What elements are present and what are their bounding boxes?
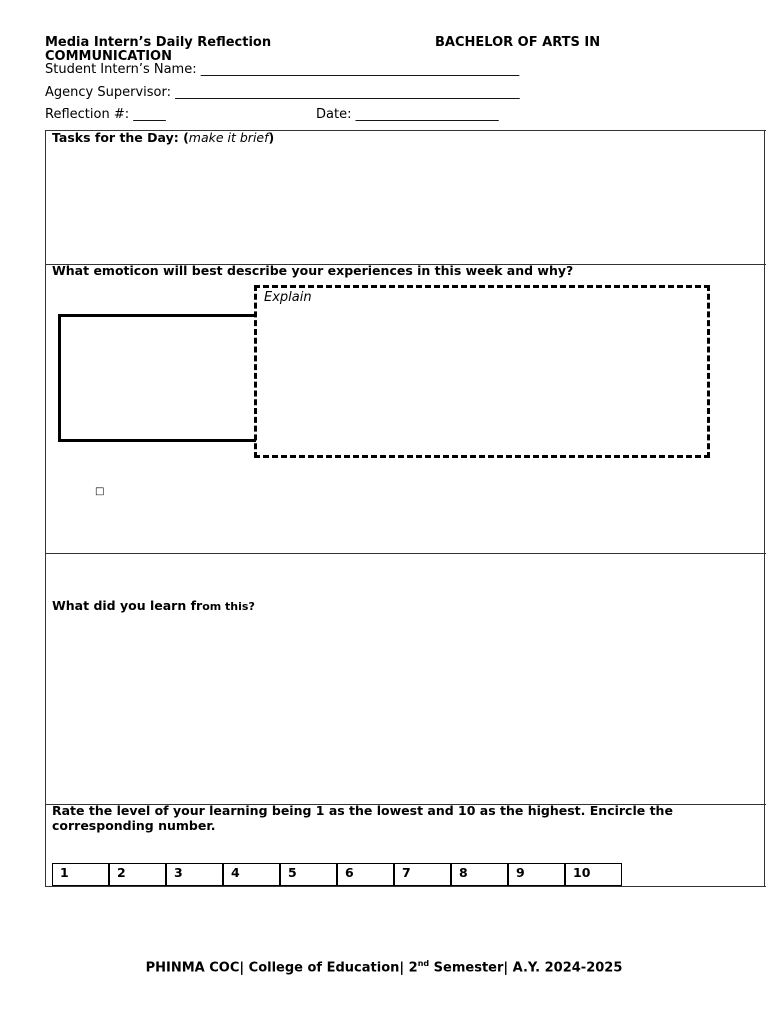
emoticon-box[interactable] [58,314,256,442]
divider-emoticon [45,553,766,554]
rating-option-5[interactable]: 5 [280,863,337,886]
program-title-continued: COMMUNICATION [45,49,172,64]
explain-box[interactable] [254,285,710,458]
emoticon-question: What emoticon will best describe your experiences in this week and why? [52,263,574,278]
rating-option-1[interactable]: 1 [52,863,109,886]
rating-instruction: Rate the level of your learning being 1 as the lowest and 10 as the highest. Encircle the corresponding number. [52,803,673,833]
agency-supervisor-field[interactable]: Agency Supervisor: _____________________________________________________ [45,85,520,100]
reflection-number-field[interactable]: Reflection #: _____ [45,107,166,122]
learn-question: What did you learn from this? [52,598,255,613]
student-name-field[interactable]: Student Intern’s Name: _________________________________________________ [45,62,520,77]
rating-option-9[interactable]: 9 [508,863,565,886]
tasks-answer-area[interactable] [50,148,760,260]
footer: PHINMA COC| College of Education| 2nd Semester| A.Y. 2024-2025 [145,959,623,976]
tasks-label: Tasks for the Day: (make it brief) [52,130,275,145]
rating-option-4[interactable]: 4 [223,863,280,886]
program-title: BACHELOR OF ARTS IN [435,35,601,50]
learn-answer-area[interactable] [50,618,760,798]
rating-option-3[interactable]: 3 [166,863,223,886]
date-field[interactable]: Date: ______________________ [316,107,499,122]
form-title: Media Intern’s Daily Reflection [45,35,272,50]
rating-option-2[interactable]: 2 [109,863,166,886]
missing-glyph-icon: □ [95,486,105,497]
rating-option-10[interactable]: 10 [565,863,622,886]
rating-option-8[interactable]: 8 [451,863,508,886]
rating-option-6[interactable]: 6 [337,863,394,886]
rating-option-7[interactable]: 7 [394,863,451,886]
table-bottom-border [45,886,766,887]
explain-label: Explain [264,290,312,305]
